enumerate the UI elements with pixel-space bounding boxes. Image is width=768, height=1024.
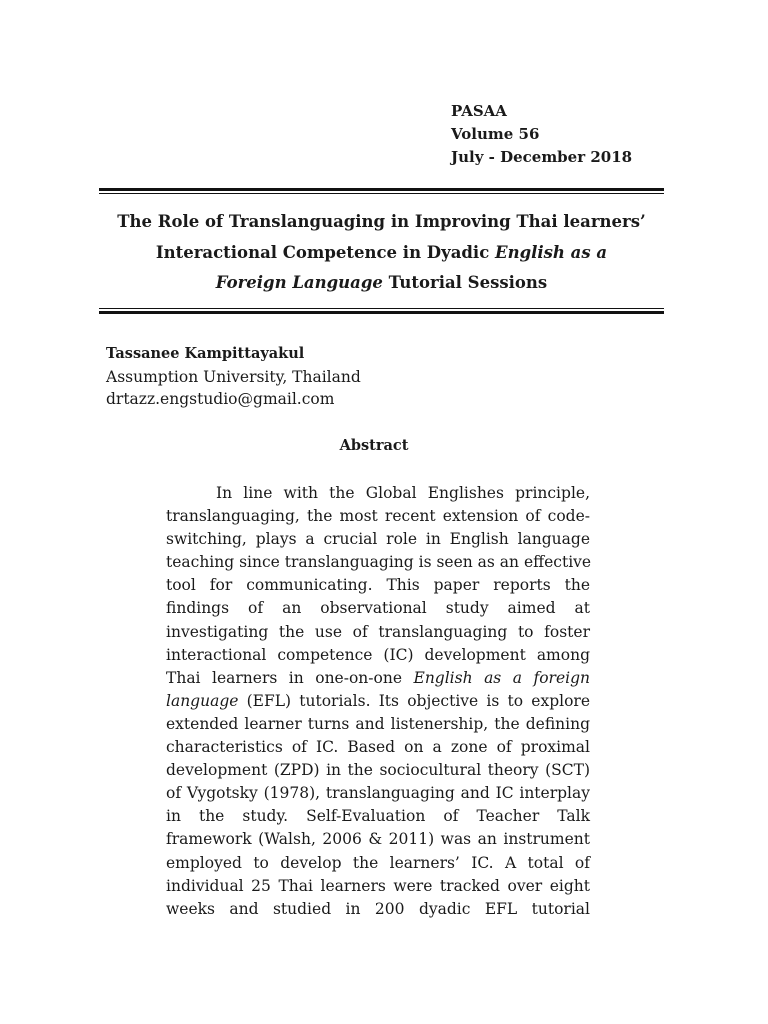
journal-name: PASAA xyxy=(451,102,507,120)
abstract-line: In line with the Global Englishes principle, xyxy=(216,484,590,502)
paper-title xyxy=(99,207,664,299)
abstract-line: switching, plays a crucial role in English language xyxy=(166,530,590,549)
abstract-line: weeks and studied in 200 dyadic EFL tutorial xyxy=(166,899,590,918)
abstract-line: employed to develop the learners’ IC. A total of xyxy=(166,853,590,872)
abstract-line: translanguaging, the most recent extension of code- xyxy=(166,507,590,526)
abstract-line: interactional competence (IC) development among xyxy=(166,645,590,664)
abstract-line: characteristics of IC. Based on a zone of proximal xyxy=(166,738,590,757)
journal-info xyxy=(451,100,632,169)
title-line-1: The Role of Translanguaging in Improving Thai learners’ xyxy=(117,212,646,231)
abstract-line: in the study. Self-Evaluation of Teacher Talk xyxy=(166,807,590,826)
abstract-italic-phrase: English as a foreign xyxy=(413,668,590,687)
abstract-line: extended learner turns and listenership, the defining xyxy=(166,714,590,733)
author-affiliation: Assumption University, Thailand xyxy=(106,367,361,386)
abstract-line: findings of an observational study aimed at xyxy=(166,599,590,618)
abstract-line: development (ZPD) in the sociocultural theory (SCT) xyxy=(166,761,590,780)
author-email: drtazz.engstudio@gmail.com xyxy=(106,390,335,408)
abstract-line: individual 25 Thai learners were tracked over eight xyxy=(166,876,590,895)
abstract-heading: Abstract xyxy=(339,437,409,454)
abstract-line: Thai learners in one-on-one English as a foreign xyxy=(166,668,590,687)
author-info xyxy=(106,343,361,411)
bottom-double-rule xyxy=(99,308,664,314)
top-double-rule xyxy=(99,188,664,194)
abstract-line: language (EFL) tutorials. Its objective is to explore xyxy=(166,691,590,710)
abstract-line: teaching since translanguaging is seen as an effective xyxy=(166,553,592,572)
journal-volume: Volume 56 xyxy=(451,125,540,143)
title-line-3: Foreign Language Tutorial Sessions xyxy=(215,273,548,292)
title-line-2: Interactional Competence in Dyadic English as a xyxy=(155,242,608,262)
abstract-line: framework (Walsh, 2006 & 2011) was an instrument xyxy=(166,830,590,849)
abstract-line: of Vygotsky (1978), translanguaging and IC interplay xyxy=(166,784,590,803)
journal-date: July - December 2018 xyxy=(451,148,633,166)
author-name: Tassanee Kampittayakul xyxy=(106,345,305,362)
abstract-line: tool for communicating. This paper reports the xyxy=(166,576,590,595)
abstract-line: investigating the use of translanguaging to foster xyxy=(166,622,590,641)
abstract-body xyxy=(166,482,590,921)
